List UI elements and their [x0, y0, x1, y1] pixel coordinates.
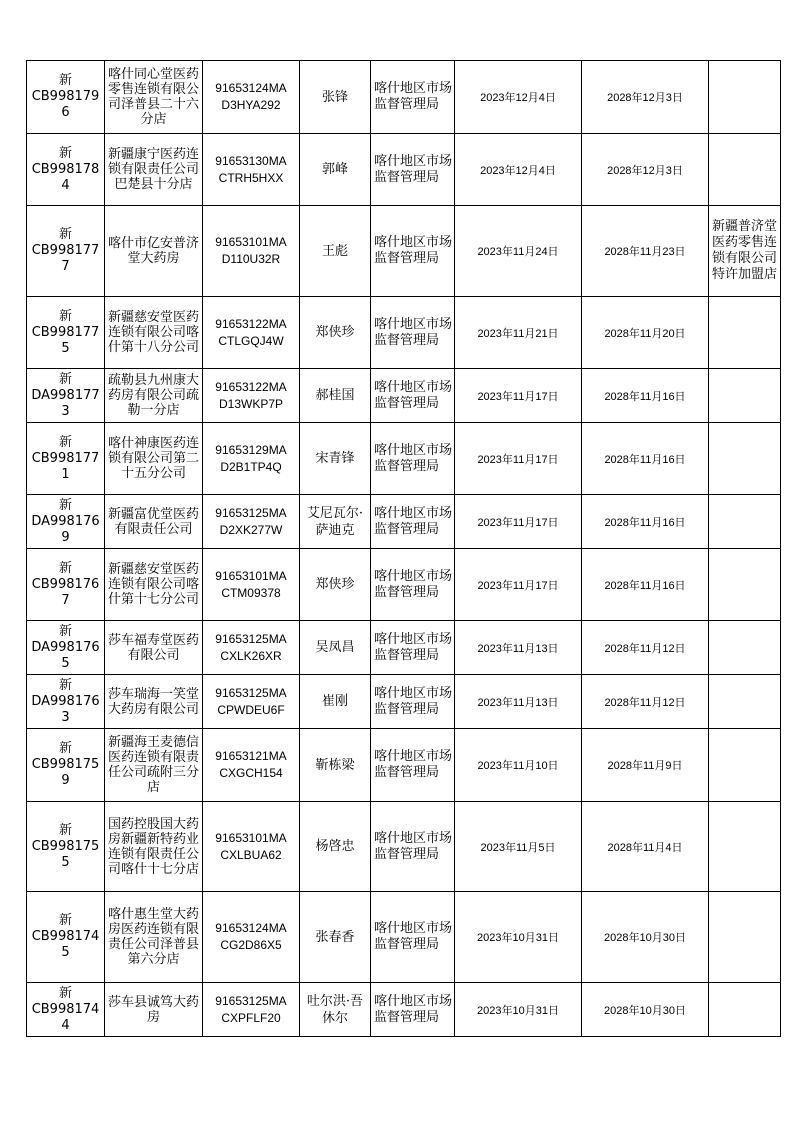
legal-person-cell: 吴凤昌: [300, 621, 371, 675]
issue-date-cell: 2023年11月17日: [455, 549, 582, 621]
table-row: [27, 675, 781, 729]
expiry-date-cell: 2028年11月16日: [582, 495, 709, 549]
expiry-date-cell: 2028年11月23日: [582, 206, 709, 297]
legal-person-cell: 郑侠珍: [300, 297, 371, 369]
credit-code-cell: 91653101MA D110U32R: [203, 206, 300, 297]
table-row: [27, 297, 781, 369]
expiry-date-cell: 2028年11月12日: [582, 675, 709, 729]
table-row: [27, 134, 781, 206]
license-number-cell: 新 CB9981771: [27, 423, 105, 495]
company-name-cell: 喀什神康医药连锁有限公司第二十五分公司: [105, 423, 203, 495]
credit-code-cell: 91653130MA CTRH5HXX: [203, 134, 300, 206]
expiry-date-cell: 2028年11月16日: [582, 549, 709, 621]
license-table: [26, 60, 781, 1037]
remark-cell: [709, 675, 781, 729]
remark-cell: [709, 549, 781, 621]
remark-cell: 新疆普济堂医药零售连锁有限公司特许加盟店: [709, 206, 781, 297]
legal-person-cell: 王彪: [300, 206, 371, 297]
license-number-cell: 新 CB9981755: [27, 802, 105, 892]
table-row: [27, 729, 781, 802]
credit-code-cell: 91653129MA D2B1TP4Q: [203, 423, 300, 495]
credit-code-cell: 91653125MA CPWDEU6F: [203, 675, 300, 729]
table-row: [27, 369, 781, 423]
license-number-cell: 新 CB9981784: [27, 134, 105, 206]
issue-date-cell: 2023年11月17日: [455, 423, 582, 495]
credit-code-cell: 91653101MA CTM09378: [203, 549, 300, 621]
license-number-cell: 新 CB9981744: [27, 983, 105, 1037]
issue-date-cell: 2023年11月5日: [455, 802, 582, 892]
license-number-cell: 新 DA9981765: [27, 621, 105, 675]
issue-date-cell: 2023年11月17日: [455, 369, 582, 423]
license-number-cell: 新 DA9981769: [27, 495, 105, 549]
table-row: [27, 802, 781, 892]
company-name-cell: 新疆慈安堂医药连锁有限公司喀什第十八分公司: [105, 297, 203, 369]
expiry-date-cell: 2028年11月16日: [582, 423, 709, 495]
table-row: [27, 892, 781, 983]
legal-person-cell: 靳栋梁: [300, 729, 371, 802]
company-name-cell: 新疆富优堂医药有限责任公司: [105, 495, 203, 549]
expiry-date-cell: 2028年11月9日: [582, 729, 709, 802]
issuing-authority-cell: 喀什地区市场监督管理局: [371, 495, 455, 549]
issue-date-cell: 2023年12月4日: [455, 134, 582, 206]
issuing-authority-cell: 喀什地区市场监督管理局: [371, 892, 455, 983]
expiry-date-cell: 2028年11月16日: [582, 369, 709, 423]
remark-cell: [709, 61, 781, 134]
remark-cell: [709, 134, 781, 206]
company-name-cell: 疏勒县九州康大药房有限公司疏勒一分店: [105, 369, 203, 423]
table-row: [27, 621, 781, 675]
credit-code-cell: 91653122MA D13WKP7P: [203, 369, 300, 423]
company-name-cell: 新疆海王麦德信医药连锁有限责任公司疏附三分店: [105, 729, 203, 802]
expiry-date-cell: 2028年11月20日: [582, 297, 709, 369]
legal-person-cell: 艾尼瓦尔·萨迪克: [300, 495, 371, 549]
remark-cell: [709, 983, 781, 1037]
expiry-date-cell: 2028年12月3日: [582, 61, 709, 134]
expiry-date-cell: 2028年12月3日: [582, 134, 709, 206]
issue-date-cell: 2023年11月17日: [455, 495, 582, 549]
remark-cell: [709, 369, 781, 423]
table-body: [27, 61, 781, 1037]
company-name-cell: 喀什市亿安普济堂大药房: [105, 206, 203, 297]
license-number-cell: 新 DA9981773: [27, 369, 105, 423]
legal-person-cell: 杨啓忠: [300, 802, 371, 892]
remark-cell: [709, 423, 781, 495]
legal-person-cell: 吐尔洪·吾休尔: [300, 983, 371, 1037]
license-number-cell: 新 CB9981767: [27, 549, 105, 621]
credit-code-cell: 91653125MA CXPFLF20: [203, 983, 300, 1037]
table-row: [27, 423, 781, 495]
issuing-authority-cell: 喀什地区市场监督管理局: [371, 297, 455, 369]
remark-cell: [709, 729, 781, 802]
issuing-authority-cell: 喀什地区市场监督管理局: [371, 134, 455, 206]
credit-code-cell: 91653122MA CTLGQJ4W: [203, 297, 300, 369]
issue-date-cell: 2023年12月4日: [455, 61, 582, 134]
company-name-cell: 喀什同心堂医药零售连锁有限公司泽普县二十六分店: [105, 61, 203, 134]
table-row: [27, 983, 781, 1037]
issuing-authority-cell: 喀什地区市场监督管理局: [371, 621, 455, 675]
company-name-cell: 莎车福寿堂医药有限公司: [105, 621, 203, 675]
issuing-authority-cell: 喀什地区市场监督管理局: [371, 983, 455, 1037]
legal-person-cell: 郝桂国: [300, 369, 371, 423]
company-name-cell: 新疆慈安堂医药连锁有限公司喀什第十七分公司: [105, 549, 203, 621]
license-number-cell: 新 CB9981777: [27, 206, 105, 297]
issuing-authority-cell: 喀什地区市场监督管理局: [371, 675, 455, 729]
expiry-date-cell: 2028年11月4日: [582, 802, 709, 892]
company-name-cell: 莎车县诚笃大药房: [105, 983, 203, 1037]
issuing-authority-cell: 喀什地区市场监督管理局: [371, 729, 455, 802]
credit-code-cell: 91653101MA CXLBUA62: [203, 802, 300, 892]
credit-code-cell: 91653125MA D2XK277W: [203, 495, 300, 549]
expiry-date-cell: 2028年10月30日: [582, 983, 709, 1037]
credit-code-cell: 91653121MA CXGCH154: [203, 729, 300, 802]
issuing-authority-cell: 喀什地区市场监督管理局: [371, 802, 455, 892]
legal-person-cell: 崔刚: [300, 675, 371, 729]
legal-person-cell: 郭峰: [300, 134, 371, 206]
remark-cell: [709, 621, 781, 675]
legal-person-cell: 张锋: [300, 61, 371, 134]
issuing-authority-cell: 喀什地区市场监督管理局: [371, 423, 455, 495]
table-row: [27, 206, 781, 297]
credit-code-cell: 91653124MA CG2D86X5: [203, 892, 300, 983]
company-name-cell: 莎车瑞海一笑堂大药房有限公司: [105, 675, 203, 729]
license-number-cell: 新 CB9981796: [27, 61, 105, 134]
issue-date-cell: 2023年11月10日: [455, 729, 582, 802]
remark-cell: [709, 892, 781, 983]
table-row: [27, 495, 781, 549]
issuing-authority-cell: 喀什地区市场监督管理局: [371, 61, 455, 134]
issue-date-cell: 2023年11月13日: [455, 621, 582, 675]
issue-date-cell: 2023年10月31日: [455, 983, 582, 1037]
license-number-cell: 新 CB9981759: [27, 729, 105, 802]
remark-cell: [709, 297, 781, 369]
issuing-authority-cell: 喀什地区市场监督管理局: [371, 206, 455, 297]
credit-code-cell: 91653125MA CXLK26XR: [203, 621, 300, 675]
legal-person-cell: 宋青锋: [300, 423, 371, 495]
issue-date-cell: 2023年10月31日: [455, 892, 582, 983]
legal-person-cell: 张春香: [300, 892, 371, 983]
issue-date-cell: 2023年11月24日: [455, 206, 582, 297]
expiry-date-cell: 2028年10月30日: [582, 892, 709, 983]
expiry-date-cell: 2028年11月12日: [582, 621, 709, 675]
remark-cell: [709, 495, 781, 549]
license-number-cell: 新 CB9981775: [27, 297, 105, 369]
issuing-authority-cell: 喀什地区市场监督管理局: [371, 549, 455, 621]
remark-cell: [709, 802, 781, 892]
company-name-cell: 国药控股国大药房新疆新特药业连锁有限责任公司喀什十七分店: [105, 802, 203, 892]
license-number-cell: 新 CB9981745: [27, 892, 105, 983]
license-number-cell: 新 DA9981763: [27, 675, 105, 729]
issuing-authority-cell: 喀什地区市场监督管理局: [371, 369, 455, 423]
credit-code-cell: 91653124MA D3HYA292: [203, 61, 300, 134]
issue-date-cell: 2023年11月21日: [455, 297, 582, 369]
table-row: [27, 61, 781, 134]
legal-person-cell: 郑侠珍: [300, 549, 371, 621]
table-row: [27, 549, 781, 621]
company-name-cell: 喀什惠生堂大药房医药连锁有限责任公司泽普县第六分店: [105, 892, 203, 983]
issue-date-cell: 2023年11月13日: [455, 675, 582, 729]
company-name-cell: 新疆康宁医药连锁有限责任公司巴楚县十分店: [105, 134, 203, 206]
